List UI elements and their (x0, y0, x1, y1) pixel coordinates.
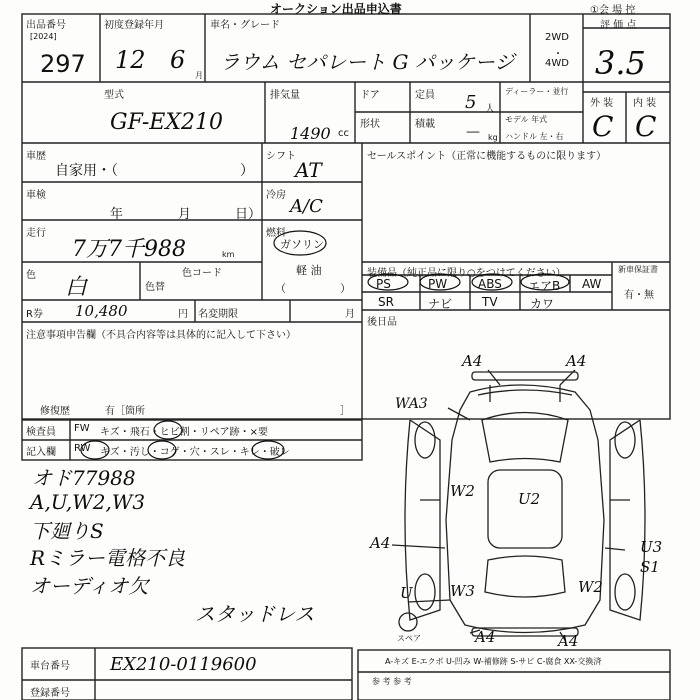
inspector-rw: RW (74, 443, 91, 454)
mileage-label: 走行 (26, 228, 46, 239)
wd2-label: 2WD (545, 32, 569, 43)
capacity-label: 定員 (415, 90, 435, 101)
shape-label: 形状 (360, 119, 380, 130)
capacity-unit: 人 (485, 104, 495, 115)
color-code-label: 色コード (182, 268, 222, 279)
warranty-label: 新車保証書 (618, 265, 658, 274)
interior-label: 内 装 (633, 98, 657, 109)
load-value: — (466, 124, 480, 140)
shift-label: シフト (266, 151, 296, 162)
equipment-sr: SR (378, 295, 394, 309)
note-underbody: 下廻りS (30, 519, 104, 543)
legend-row-2: 参 考 参 考 (372, 677, 412, 686)
ac-label: 冷房 (266, 190, 286, 201)
equipment-label: 装備品（純正品に限り○をつけてください） (367, 268, 566, 279)
chassis-label: 車台番号 (30, 661, 70, 672)
venue-label: ①会 場 控 (590, 5, 636, 16)
color-change-label: 色替 (145, 282, 165, 293)
mileage-unit: km (222, 250, 235, 259)
spare-label: スペア (397, 634, 421, 643)
engine-unit: cc (338, 128, 349, 139)
inspection-month: 月 (178, 207, 192, 222)
load-unit: kg (488, 133, 498, 142)
recycle-unit: 円 (178, 309, 188, 320)
note-damage-codes: A,U,W2,W3 (30, 490, 146, 514)
model-value: GF-EX210 (110, 110, 223, 135)
equipment-pw: PW (428, 277, 448, 291)
history-value: 自家用・（ (55, 163, 118, 179)
registration-month: 6 (170, 46, 186, 74)
rating-label: 評 価 点 (600, 20, 637, 31)
wd-dot: ・ (553, 49, 563, 60)
shift-value: AT (295, 158, 322, 182)
fuel-label: 燃料 (266, 228, 286, 239)
inspection-label: 車検 (26, 190, 46, 201)
history-close: ） (240, 163, 254, 179)
mark-front-right: A4 (566, 352, 587, 370)
year-tag: [2024] (30, 32, 57, 41)
model-year-label: モデル 年式 (505, 115, 548, 124)
mark-w2-right: W2 (578, 578, 603, 596)
note-audio: オーディオ欠 (30, 574, 149, 598)
inspector-fw: FW (74, 423, 90, 434)
interior-value: C (635, 110, 657, 143)
name-change-label: 名変期限 (198, 309, 238, 320)
registration-number-label: 登録番号 (30, 688, 70, 699)
name-change-month: 月 (345, 309, 355, 320)
chassis-value: EX210-0119600 (110, 654, 257, 675)
inspection-year: 年 (110, 207, 124, 222)
inspector-row-2: キズ・汚し・コゲ・穴・スレ・キレ・破レ (100, 447, 290, 458)
equipment-navi: ナビ (428, 297, 453, 311)
mark-s1: S1 (640, 558, 660, 576)
note-studless: スタッドレス (195, 602, 315, 626)
repair-close: ］ (340, 406, 350, 417)
mark-rear-right: A4 (558, 632, 579, 650)
repair-label: 修復歴 (40, 406, 70, 417)
equipment-airbag: エアB (528, 279, 561, 293)
legend-text: A-キズ E-エクボ U-凹み W-補修跡 S-サビ C-腐食 XX-交換済 (385, 657, 602, 666)
registration-label: 初度登録年月 (104, 20, 164, 31)
recycle-label: R券 (26, 309, 43, 320)
form-title: オークション出品申込書 (270, 2, 402, 16)
handle-label: ハンドル 左・右 (505, 132, 564, 141)
exterior-label: 外 装 (590, 98, 614, 109)
engine-label: 排気量 (270, 90, 300, 101)
mark-wa3: WA3 (395, 396, 428, 412)
mark-a4-left: A4 (370, 534, 391, 552)
engine-value: 1490 (290, 124, 331, 143)
inspector-label-1: 検査員 (26, 427, 56, 438)
equipment-aw: AW (582, 277, 602, 291)
rating-score: 3.5 (595, 44, 646, 82)
car-name-value: ラウム セパレート G パッケージ (220, 50, 515, 74)
equipment-tv: TV (482, 295, 498, 309)
inspection-day: 日） (235, 207, 262, 222)
warranty-value: 有・無 (624, 290, 654, 301)
notes-label: 注意事項申告欄（不具合内容等は具体的に記入して下さい） (26, 330, 296, 341)
color-label: 色 (26, 270, 36, 281)
note-odometer: オド77988 (32, 466, 136, 490)
history-label: 車歴 (26, 151, 46, 162)
registration-year: 12 (115, 46, 146, 74)
equipment-abs: ABS (478, 277, 502, 291)
mark-u3: U3 (640, 538, 663, 556)
fuel-other-open: （ (275, 282, 286, 295)
sales-point-label: セールスポイント（正常に機能するものに限ります） (367, 151, 607, 162)
color-value: 白 (65, 275, 88, 300)
lot-label: 出品番号 (26, 20, 66, 31)
recycle-value: 10,480 (75, 302, 128, 320)
capacity-value: 5 (465, 92, 477, 113)
mark-w2-left: W2 (450, 482, 475, 500)
note-mirror: Rミラー電格不良 (30, 546, 186, 570)
inspector-label-2: 記入欄 (26, 447, 56, 458)
dealer-label: ディーラー・並行 (505, 87, 569, 96)
mark-u2: U2 (518, 490, 541, 508)
rear-seat-label: 後日品 (367, 317, 397, 328)
mark-rear-left: A4 (475, 628, 496, 646)
equipment-ps: PS (376, 277, 391, 291)
mileage-value: 7万7千988 (72, 237, 186, 262)
fuel-diesel: 軽 油 (296, 264, 322, 277)
lot-number: 297 (40, 50, 86, 78)
mark-front-left: A4 (462, 352, 483, 370)
repair-value: 有［箇所 (105, 406, 145, 417)
ac-value: A/C (290, 196, 323, 217)
exterior-value: C (592, 110, 614, 143)
wd4-label: 4WD (545, 58, 569, 69)
model-label: 型式 (104, 90, 124, 101)
registration-month-unit: 月 (195, 71, 203, 80)
car-name-label: 車名・グレード (210, 20, 280, 31)
fuel-gasoline: ガソリン (280, 238, 324, 251)
load-label: 積載 (415, 119, 435, 130)
equipment-leather: カワ (530, 297, 555, 311)
fuel-other-close: ） (340, 282, 351, 295)
inspector-row-1: キズ・飛石・ヒビ割・リペア跡・×要 (100, 427, 268, 438)
mark-w3: W3 (450, 582, 475, 600)
door-label: ドア (360, 90, 380, 101)
mark-u: U (400, 584, 413, 602)
